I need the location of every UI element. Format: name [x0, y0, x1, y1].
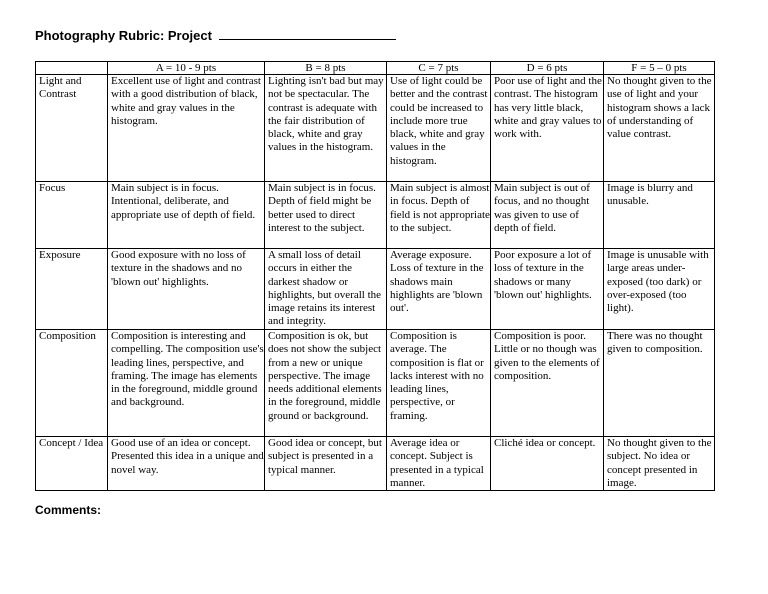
cell-grade-a: Good use of an idea or concept. Presented this idea in a unique and novel way.	[108, 437, 265, 491]
cell-grade-f: Image is blurry and unusable.	[604, 182, 715, 249]
project-name-blank-line	[219, 28, 396, 40]
header-grade-c: C = 7 pts	[387, 62, 491, 75]
cell-grade-b: Main subject is in focus. Depth of field might be better used to direct interest to the subject.	[265, 182, 387, 249]
cell-grade-c: Use of light could be better and the contrast could be increased to include more true black, white and gray values in the histogram.	[387, 75, 491, 182]
header-grade-d: D = 6 pts	[491, 62, 604, 75]
cell-grade-d: Composition is poor. Little or no though was given to the elements of composition.	[491, 330, 604, 437]
cell-grade-b: Lighting isn't bad but may not be spectacular. The contrast is adequate with the fair distribution of black, white and gray values in the histogram.	[265, 75, 387, 182]
cell-grade-f: No thought given to the use of light and your histogram shows a lack of understanding of value contrast.	[604, 75, 715, 182]
row-focus	[36, 182, 715, 249]
header-grade-f: F = 5 – 0 pts	[604, 62, 715, 75]
row-composition	[36, 330, 715, 437]
header-criterion	[36, 62, 108, 75]
header-grade-a: A = 10 - 9 pts	[108, 62, 265, 75]
cell-grade-d: Poor exposure a lot of loss of texture in the shadows or many 'blown out' highlights.	[491, 249, 604, 330]
cell-grade-c: Main subject is almost in focus. Depth of field is not appropriate to the subject.	[387, 182, 491, 249]
cell-grade-f: No thought given to the subject. No idea or concept presented in image.	[604, 437, 715, 491]
cell-grade-a: Composition is interesting and compelling. The composition use's leading lines, perspective, and framing. The image has elements in the foreground, middle ground and background.	[108, 330, 265, 437]
row-exposure	[36, 249, 715, 330]
criterion-label: Composition	[36, 330, 108, 437]
cell-grade-a: Main subject is in focus. Intentional, deliberate, and appropriate use of depth of field.	[108, 182, 265, 249]
cell-grade-d: Cliché idea or concept.	[491, 437, 604, 491]
criterion-label: Light and Contrast	[36, 75, 108, 182]
cell-grade-a: Good exposure with no loss of texture in the shadows and no 'blown out' highlights.	[108, 249, 265, 330]
cell-grade-f: There was no thought given to composition.	[604, 330, 715, 437]
cell-grade-b: Composition is ok, but does not show the subject from a new or unique perspective. The image needs additional elements in the foreground, middle ground or background.	[265, 330, 387, 437]
header-grade-b: B = 8 pts	[265, 62, 387, 75]
rubric-title	[35, 28, 396, 43]
criterion-label: Exposure	[36, 249, 108, 330]
cell-grade-a: Excellent use of light and contrast with a good distribution of black, white and gray values in the histogram.	[108, 75, 265, 182]
cell-grade-c: Average exposure. Loss of texture in the shadows main highlights are 'blown out'.	[387, 249, 491, 330]
row-concept-idea	[36, 437, 715, 491]
header-row	[36, 62, 715, 75]
cell-grade-c: Composition is average. The composition is flat or lacks interest with no leading lines, perspective, or framing.	[387, 330, 491, 437]
cell-grade-d: Main subject is out of focus, and no thought was given to use of depth of field.	[491, 182, 604, 249]
rubric-title-text: Photography Rubric: Project	[35, 28, 212, 43]
cell-grade-c: Average idea or concept. Subject is presented in a typical manner.	[387, 437, 491, 491]
cell-grade-f: Image is unusable with large areas under-exposed (too dark) or over-exposed (too light).	[604, 249, 715, 330]
rubric-table	[35, 61, 715, 491]
cell-grade-b: Good idea or concept, but subject is presented in a typical manner.	[265, 437, 387, 491]
cell-grade-b: A small loss of detail occurs in either the darkest shadow or highlights, but overall the image retains its interest and integrity.	[265, 249, 387, 330]
row-light-and-contrast	[36, 75, 715, 182]
criterion-label: Focus	[36, 182, 108, 249]
comments-label: Comments:	[35, 503, 102, 517]
cell-grade-d: Poor use of light and the contrast. The histogram has very little black, white and gray values to work with.	[491, 75, 604, 182]
criterion-label: Concept / Idea	[36, 437, 108, 491]
